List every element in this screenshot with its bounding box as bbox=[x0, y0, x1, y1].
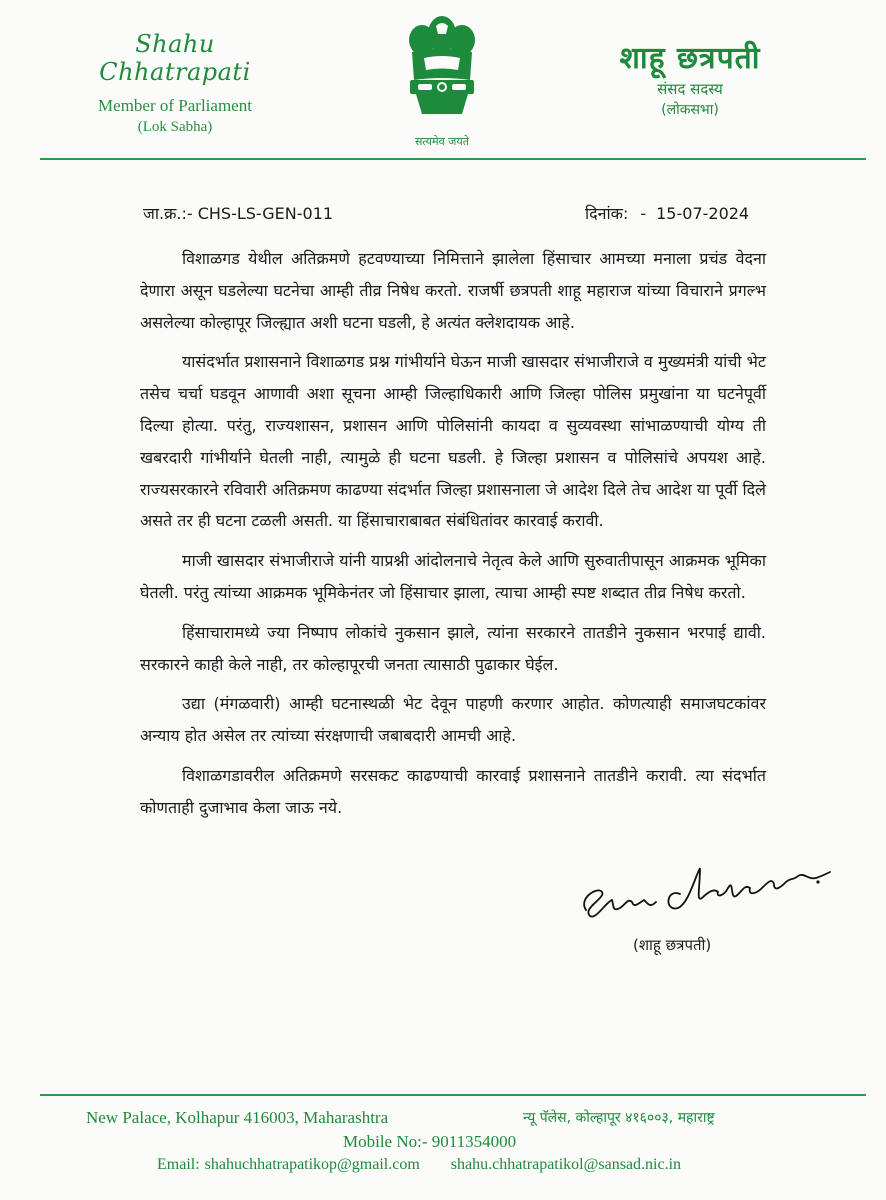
header-marathi bbox=[580, 36, 800, 119]
mp-role-marathi: संसद सदस्य bbox=[657, 80, 723, 98]
paragraph-6: विशाळगडावरील अतिक्रमणे सरसकट काढण्याची कारवाई प्रशासनाने तातडीने करावी. त्या संदर्भात कोणताही दुजाभाव केला जाऊ नये. bbox=[140, 765, 766, 817]
date-value: 15-07-2024 bbox=[656, 204, 750, 223]
mp-name-english: Shahu Chhatrapati bbox=[99, 30, 251, 86]
paragraph-1: विशाळगड येथील अतिक्रमणे हटवण्याच्या निमित्ताने झालेला हिंसाचार आमच्या मनाला प्रचंड वेदना देणारा असून घडलेल्या घटनेचा आम्ही तीव्र निषेध करतो. राजर्षी छत्रपती शाहू महाराज यांच्या विचाराने प्रगल्भ असलेल्या कोल्हापूर जिल्ह्यात अशी घटना घडली, हे अत्यंत क्लेशदायक आहे. bbox=[140, 249, 766, 332]
email-sansad: shahu.chhatrapatikol@sansad.nic.in bbox=[450, 1156, 682, 1173]
lion-capital-icon bbox=[402, 14, 482, 132]
letter-body bbox=[140, 243, 766, 832]
date-separator: - bbox=[640, 204, 647, 223]
email-label: Email: bbox=[157, 1156, 200, 1173]
address-english: New Palace, Kolhapur 416003, Maharashtra bbox=[86, 1108, 389, 1127]
address-marathi: न्यू पॅलेस, कोल्हापूर ४१६००३, महाराष्ट्र bbox=[523, 1110, 715, 1126]
reference-number: जा.क्र.:- CHS-LS-GEN-011 bbox=[143, 204, 334, 223]
mp-role-english: Member of Parliament bbox=[98, 96, 252, 115]
date-label: दिनांक: bbox=[585, 204, 629, 223]
mp-name-marathi: शाहू छत्रपती bbox=[619, 41, 761, 76]
header-english bbox=[70, 30, 280, 136]
paragraph-3: माजी खासदार संभाजीराजे यांनी याप्रश्नी आंदोलनाचे नेतृत्व केले आणि सुरुवातीपासून आक्रमक भूमिका घेतली. परंतु त्यांच्या आक्रमक भूमिकेनंतर जो हिंसाचार झाला, त्याचा आम्ही स्पष्ट शब्दात तीव्र निषेध करतो. bbox=[140, 551, 766, 602]
paragraph-5: उद्या (मंगळवारी) आम्ही घटनास्थळी भेट देवून पाहणी करणार आहोत. कोणत्याही समाजघटकांवर अन्याय होत असेल तर त्यांच्या संरक्षणाची जबाबदारी आमची आहे. bbox=[140, 694, 766, 746]
letter-date bbox=[585, 202, 749, 224]
email-line bbox=[157, 1156, 681, 1174]
emblem-motto: सत्यमेव जयते bbox=[414, 135, 469, 148]
house-marathi: (लोकसभा) bbox=[661, 102, 719, 118]
email-gmail: shahuchhatrapatikop@gmail.com bbox=[204, 1156, 420, 1173]
state-emblem bbox=[386, 14, 498, 154]
footer-divider bbox=[40, 1094, 866, 1096]
mobile-number: Mobile No:- 9011354000 bbox=[343, 1132, 517, 1151]
paragraph-4: हिंसाचारामध्ये ज्या निष्पाप लोकांचे नुकसान झाले, त्यांना सरकारने तातडीने नुकसान भरपाई द्यावी. सरकारने काही केले नाही, तर कोल्हापूरची जनता त्यासाठी पुढाकार घेईल. bbox=[140, 622, 766, 674]
header-divider bbox=[40, 158, 866, 160]
handwritten-signature bbox=[568, 858, 838, 928]
signatory-name: (शाहू छत्रपती) bbox=[633, 936, 712, 954]
paragraph-2: यासंदर्भात प्रशासनाने विशाळगड प्रश्न गांभीर्याने घेऊन माजी खासदार संभाजीराजे व मुख्यमंत्री यांची भेट तसेच चर्चा घडवून आणावी अशा सूचना आम्ही जिल्हाधिकारी आणि जिल्हा पोलिस प्रमुखांना या घटनेपूर्वी दिल्या होत्या. परंतु, राज्यशासन, प्रशासन आणि पोलिसांनी कायदा व सुव्यवस्था सांभाळण्याची योग्य ती खबरदारी गांभीर्याने घेतली नाही, त्यामुळे ही घटना घडली. हे जिल्हा प्रशासन व पोलिसांचे अपयश आहे. राज्यसरकारने रविवारी अतिक्रमण काढण्या संदर्भात जिल्हा प्रशासनाला जे आदेश दिले तेच आदेश या पूर्वी दिले असते तर ही घटना टळली असती. या हिंसाचाराबाबत संबंधितांवर कारवाई करावी. bbox=[140, 352, 766, 531]
house-english: (Lok Sabha) bbox=[137, 119, 213, 135]
